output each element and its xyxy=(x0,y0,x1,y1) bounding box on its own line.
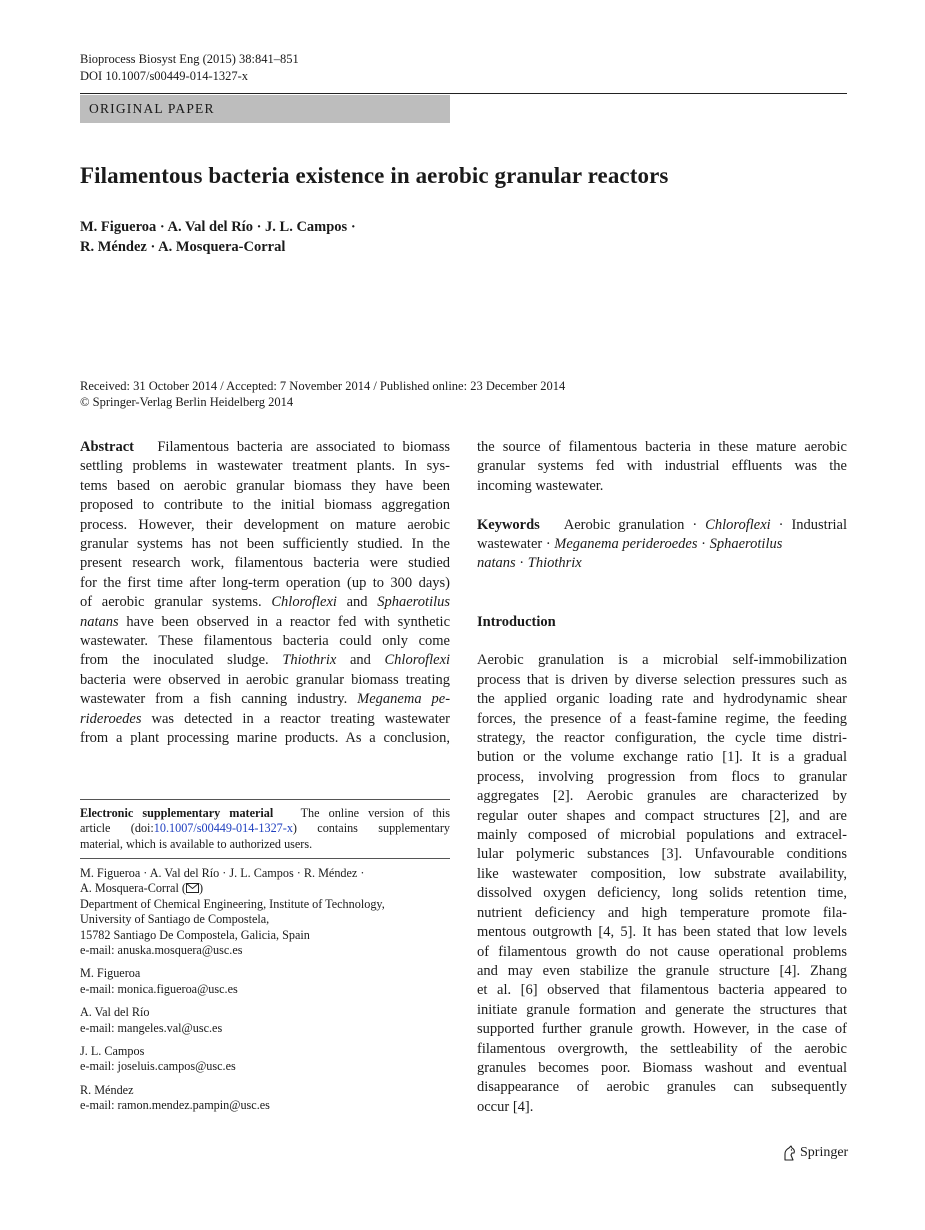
abstract-line: bacteria were observed in aerobic granular biomass treating xyxy=(80,671,450,688)
keywords-label: Keywords xyxy=(477,516,540,533)
affiliation-block: M. Figueroa · A. Val del Río · J. L. Campos · R. Méndez · A. Mosquera-Corral ( ) Department of Chemical Engineering, Institute of Technology, University of Santiago de Compostela, 15782 Santiago De Compostela, Galicia, Spain e-mail: anuska.mosquera@usc.es M. Figueroa e-mail: monica.figueroa@usc.es A. Val del Río e-mail: mangeles.val@usc.es J. L. Campos e-mail: joseluis.campos@usc.es R. Méndez e-mail: ramon.mendez.pampin@usc.es xyxy=(80,866,450,1114)
abstract-label: Abstract xyxy=(80,439,134,455)
intro-line: like wastewater composition, low substrate availability, xyxy=(477,865,847,882)
springer-horse-icon xyxy=(782,1145,796,1161)
keywords-line: Keywords Aerobic granulation · Chloroflexi · Industrial xyxy=(477,516,848,533)
doi-line: DOI 10.1007/s00449-014-1327-x xyxy=(80,69,249,83)
abstract-section xyxy=(80,438,450,749)
intro-line: strategy, the reactor configuration, the cycle time distri- xyxy=(477,730,847,747)
paper-title: Filamentous bacteria existence in aerobic granular reactors xyxy=(80,163,669,188)
section-heading-introduction: Introduction xyxy=(477,613,556,630)
email-link[interactable]: e-mail: ramon.mendez.pampin@usc.es xyxy=(80,1098,270,1113)
abstract-line: natans have been observed in a reactor fed with synthetic xyxy=(80,613,451,630)
intro-line: mentous outgrowth [4, 5]. It has been stated that low levels xyxy=(477,924,847,941)
contact-name: A. Val del Río xyxy=(80,1005,150,1020)
intro-line: filamentous overgrowth, the settleability of the aerobic xyxy=(477,1040,847,1057)
abstract-line: tems based on aerobic granular biomass they have been xyxy=(80,477,450,494)
intro-line: granules becomes poor. Biomass washout and eventual xyxy=(477,1059,847,1076)
intro-line: and may even stabilize the granule structure [4]. Zhang xyxy=(477,962,847,979)
contact-name: J. L. Campos xyxy=(80,1044,145,1059)
dates-line: Received: 31 October 2014 / Accepted: 7 November 2014 / Published online: 23 December 2014 xyxy=(80,379,566,393)
intro-line: occur [4]. xyxy=(477,1098,534,1115)
email-link[interactable]: e-mail: anuska.mosquera@usc.es xyxy=(80,943,243,958)
keywords-line: natans · Thiothrix xyxy=(477,555,582,572)
intro-line: lular polymeric substances [3]. Unfavourable conditions xyxy=(477,846,847,863)
intro-line: aggregates [2]. Aerobic granules are characterized by xyxy=(477,788,847,805)
email-link[interactable]: e-mail: mangeles.val@usc.es xyxy=(80,1020,223,1035)
abstract-line: from the inoculated sludge. Thiothrix and Chloroflexi xyxy=(80,652,451,669)
intro-line: process that is driven by diverse selection pressures such as xyxy=(477,671,847,688)
author-line-1: M. Figueroa · A. Val del Río · J. L. Campos · xyxy=(80,219,356,235)
intro-line: mainly composed of microbial populations and extracel- xyxy=(477,827,847,844)
intro-line: the applied organic loading rate and hydrodynamic shear xyxy=(477,691,847,708)
intro-line: disappearance of aerobic granules can subsequently xyxy=(477,1079,847,1096)
supplementary-label: Electronic supplementary material xyxy=(80,806,274,820)
journal-header xyxy=(80,51,299,85)
intro-line: et al. [6] observed that filamentous bacteria appeared to xyxy=(477,982,847,999)
abstract-line: wastewater from a fish canning industry. Meganema pe- xyxy=(80,691,451,708)
intro-line: bution or the volume exchange ratio [1]. It is a gradual xyxy=(477,749,847,766)
intro-line: forces, the presence of a feast-famine regime, the feeding xyxy=(477,710,847,727)
abstract-line: rideroedes was detected in a reactor treating wastewater xyxy=(80,710,450,727)
abstract-line: present research work, filamentous bacteria were studied xyxy=(80,555,450,572)
header-rule xyxy=(80,93,847,94)
journal-citation: Bioprocess Biosyst Eng (2015) 38:841–851 xyxy=(80,52,299,66)
author-list xyxy=(80,217,356,257)
paper-type-banner: ORIGINAL PAPER xyxy=(80,95,450,123)
publisher-logo xyxy=(782,1145,848,1161)
intro-line: process, involving progression from flocs to granular xyxy=(477,768,847,785)
email-link[interactable]: e-mail: monica.figueroa@usc.es xyxy=(80,981,238,996)
intro-line: of filamentous growth do not cause operational problems xyxy=(477,943,847,960)
publisher-name: Springer xyxy=(800,1145,849,1160)
abstract-line: Abstract Filamentous bacteria are associated to biomass xyxy=(80,439,450,455)
author-line-2: R. Méndez · A. Mosquera-Corral xyxy=(80,239,286,255)
doi-link[interactable]: 10.1007/s00449-014-1327-x xyxy=(153,821,293,836)
envelope-icon xyxy=(186,883,199,893)
right-column xyxy=(477,438,847,1117)
contact-name: R. Méndez xyxy=(80,1082,134,1097)
publication-dates xyxy=(80,378,565,410)
email-link[interactable]: e-mail: joseluis.campos@usc.es xyxy=(80,1059,236,1074)
supplementary-note: Electronic supplementary material The online version of this article (doi:10.1007/s00449-014-1327-x) contains supplementary material, which is available to authorized users. xyxy=(80,806,450,851)
intro-line: Aerobic granulation is a microbial self-immobilization xyxy=(477,652,847,669)
abstract-line: incoming wastewater. xyxy=(477,477,604,494)
abstract-line: proposed to contribute to the initial biomass aggregation xyxy=(80,497,450,514)
contact-name: M. Figueroa xyxy=(80,966,141,981)
abstract-line: granular systems has not been sufficiently studied. In the xyxy=(80,536,450,553)
abstract-line: from a plant processing marine products. As a conclusion, xyxy=(80,730,450,747)
intro-line: initiate granule formation and generate the structures that xyxy=(477,1001,847,1018)
keywords-line: wastewater · Meganema perideroedes · Sphaerotilus xyxy=(477,536,783,553)
intro-line: nutrient deficiency and high temperature promote fila- xyxy=(477,904,847,921)
abstract-line: of aerobic granular systems. Chloroflexi and Sphaerotilus xyxy=(80,594,451,611)
footnote-rule xyxy=(80,858,450,859)
abstract-line: settling problems in wastewater treatment plants. In sys- xyxy=(80,458,450,475)
abstract-line: granular systems fed with industrial effluents was the xyxy=(477,458,847,475)
footnote-rule xyxy=(80,799,450,800)
intro-line: regular outer shapes and compact structures [2], and are xyxy=(477,807,847,824)
intro-line: supported further granule growth. However, in the case of xyxy=(477,1021,847,1038)
intro-line: dissolved oxygen deficiency, long solids retention time, xyxy=(477,885,847,902)
abstract-line: process. However, their development on mature aerobic xyxy=(80,516,450,533)
abstract-line: wastewater. These filamentous bacteria could only come xyxy=(80,633,450,650)
introduction-body xyxy=(477,651,847,1117)
copyright-line: © Springer-Verlag Berlin Heidelberg 2014 xyxy=(80,395,294,409)
abstract-line: the source of filamentous bacteria in these mature aerobic xyxy=(477,439,847,455)
abstract-line: for the first time after long-term operation (up to 300 days) xyxy=(80,574,450,591)
